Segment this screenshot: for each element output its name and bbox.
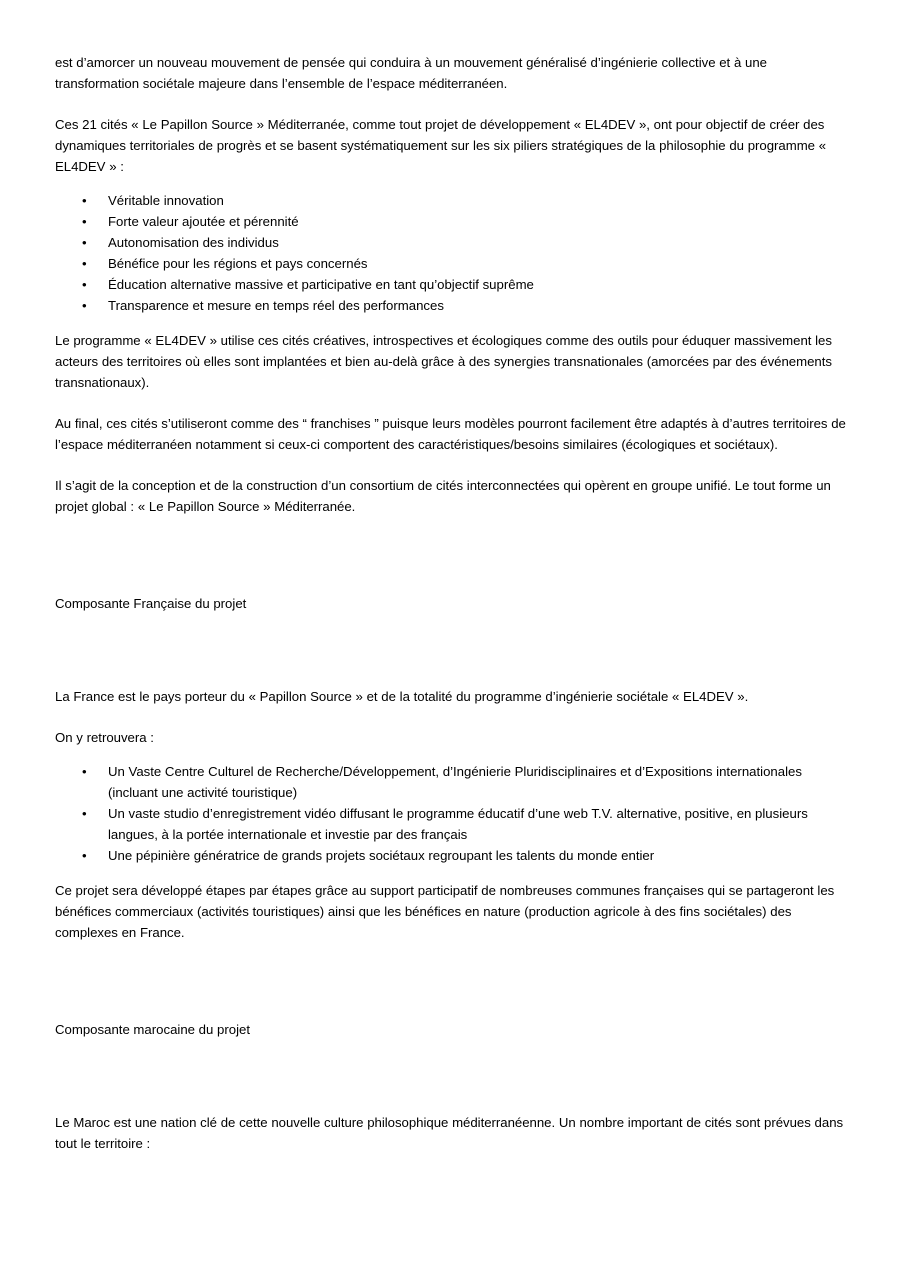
list-item xyxy=(55,803,850,845)
list-spacer xyxy=(55,866,850,880)
list-spacer xyxy=(55,748,850,761)
morocco-paragraph: Le Maroc est une nation clé de cette nouvelle culture philosophique méditerranéenne. Un nombre important de cités sont prévues dans tout le territoire : xyxy=(55,1115,844,1151)
list-item xyxy=(55,761,850,803)
list-item-text: Un vaste studio d’enregistrement vidéo diffusant le programme éducatif d’une web T.V. alternative, positive, en plusieurs langues, à la portée internationale et investie par des français xyxy=(108,806,808,842)
list-item-text: Transparence et mesure en temps réel des performances xyxy=(108,298,444,313)
list-item xyxy=(55,232,850,253)
consortium-paragraph: Il s’agit de la conception et de la construction d’un consortium de cités interconnectées qui opèrent en groupe unifié. Le tout forme un projet global : « Le Papillon Source » Méditerranée. xyxy=(55,478,831,514)
bullet-icon: • xyxy=(82,298,87,313)
paragraph-spacer xyxy=(55,455,850,475)
list-item xyxy=(55,274,850,295)
list-item-text: Un Vaste Centre Culturel de Recherche/Développement, d’Ingénierie Pluridisciplinaires et d’Expositions internationales (incluant une activité touristique) xyxy=(108,764,802,800)
list-spacer xyxy=(55,316,850,330)
bullet-icon: • xyxy=(82,256,87,271)
list-item-text: Véritable innovation xyxy=(108,193,224,208)
bullet-icon: • xyxy=(82,214,87,229)
bullet-icon: • xyxy=(82,193,87,208)
paragraph-spacer xyxy=(55,393,850,413)
pillars-list xyxy=(55,190,850,316)
cities-paragraph: Ces 21 cités « Le Papillon Source » Méditerranée, comme tout projet de développement « EL4DEV », ont pour objectif de créer des dynamiques territoriales de progrès et se basent systématiquement sur les six piliers stratégiques de la philosophie du programme « EL4DEV » : xyxy=(55,117,827,174)
list-item-text: Autonomisation des individus xyxy=(108,235,279,250)
bullet-icon: • xyxy=(82,764,87,779)
bullet-icon: • xyxy=(82,848,87,863)
list-spacer xyxy=(55,177,850,190)
bullet-icon: • xyxy=(82,277,87,292)
list-item-text: Bénéfice pour les régions et pays concernés xyxy=(108,256,368,271)
document-body xyxy=(55,52,850,1154)
list-item xyxy=(55,295,850,316)
list-item xyxy=(55,211,850,232)
list-item-text: Éducation alternative massive et participative en tant qu’objectif suprême xyxy=(108,277,534,292)
heading-composante-francaise: Composante Française du projet xyxy=(55,596,247,611)
france-development-paragraph: Ce projet sera développé étapes par étapes grâce au support participatif de nombreuses communes françaises qui se partageront les bénéfices commerciaux (activités touristiques) ainsi que les bénéfices en nature (production agricole à des fins sociétales) des complexes en France. xyxy=(55,883,835,940)
franchise-paragraph: Au final, ces cités s’utiliseront comme des “ franchises ” puisque leurs modèles pourront facilement être adaptés à d’autres territoires de l’espace méditerranéen notamment si ceux-ci comportent des caractéristiques/besoins similaires (écologiques et sociétaux). xyxy=(55,416,846,452)
section-spacer xyxy=(55,614,850,686)
section-spacer xyxy=(55,1040,850,1112)
bullet-icon: • xyxy=(82,806,87,821)
paragraph-spacer xyxy=(55,94,850,114)
list-item xyxy=(55,253,850,274)
list-item-text: Une pépinière génératrice de grands projets sociétaux regroupant les talents du monde entier xyxy=(108,848,655,863)
section-spacer xyxy=(55,517,850,593)
france-paragraph: La France est le pays porteur du « Papillon Source » et de la totalité du programme d’ingénierie sociétale « EL4DEV ». xyxy=(55,689,749,704)
bullet-icon: • xyxy=(82,235,87,250)
paragraph-spacer xyxy=(55,707,850,727)
section-spacer xyxy=(55,943,850,1019)
list-item xyxy=(55,845,850,866)
france-list-intro: On y retrouvera : xyxy=(55,730,154,745)
list-item xyxy=(55,190,850,211)
program-paragraph: Le programme « EL4DEV » utilise ces cités créatives, introspectives et écologiques comme des outils pour éduquer massivement les acteurs des territoires où elles sont implantées et bien au-delà grâce à des synergies transnationales (amorcées par des événements transnationaux). xyxy=(55,333,832,390)
heading-composante-marocaine: Composante marocaine du projet xyxy=(55,1022,250,1037)
intro-paragraph: est d’amorcer un nouveau mouvement de pensée qui conduira à un mouvement généralisé d’ingénierie collective et à une transformation sociétale majeure dans l’ensemble de l’espace méditerranéen. xyxy=(55,55,767,91)
france-components-list xyxy=(55,761,850,866)
list-item-text: Forte valeur ajoutée et pérennité xyxy=(108,214,299,229)
